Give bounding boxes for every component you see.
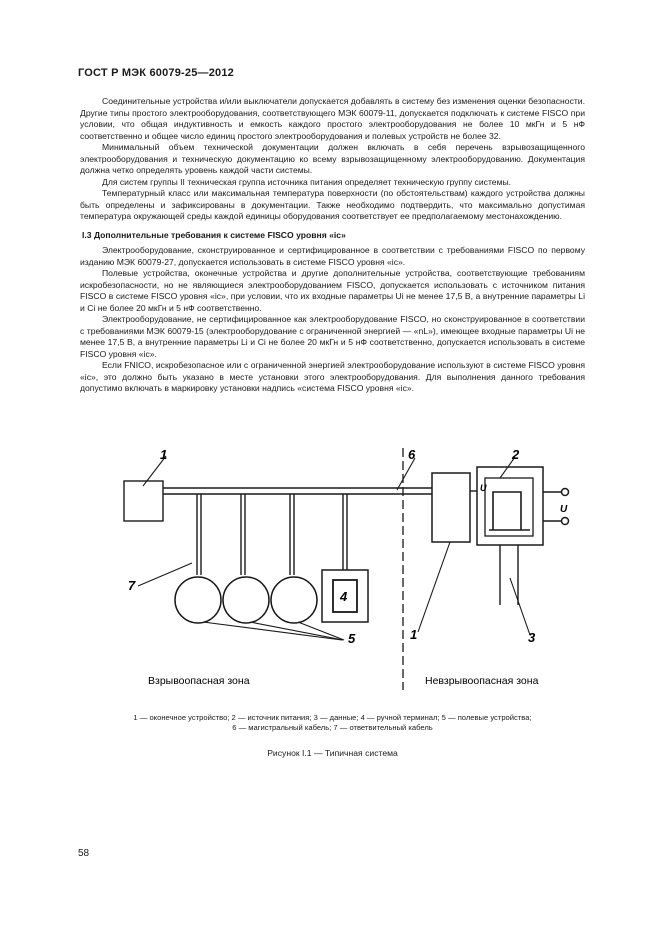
leader-line <box>397 458 415 490</box>
paragraph: Соединительные устройства и/или выключатели допускается добавлять в систему без изменения оценки безопасности. Другие типы простого электрооборудования, соответствующего МЭК 60079-11, допускается подключать к системе FISCO при условии, что общая индуктивность и емкость каждого простого электрооборудования не более 10 мкГн и 5 нФ соответственно и общее число единиц простого электрооборудования и полевых устройств не более 32. <box>80 96 585 141</box>
paragraph: Минимальный объем технической документации должен включать в себя перечень взрывозащищенного электрооборудования и техническую документацию ко всему взрывозащищенному электрооборудованию. Документация должна четко определять уровень каждой части системы. <box>80 142 585 175</box>
power-supply-box <box>432 473 470 542</box>
field-device <box>175 577 221 623</box>
label-u-upper: U <box>480 483 487 493</box>
label-3: 3 <box>528 630 536 645</box>
label-4: 4 <box>340 589 348 604</box>
leader-line <box>510 578 530 635</box>
paragraph: Электрооборудование, не сертифицированное как электрооборудование FISCO, но сконструированное в соответствии с требованиями МЭК 60079-15 (электрооборудование с ограниченной энергией — «nL»), имеющее входные параметры Ui не менее 17,5 В, а внутренние параметры Li и Ci не более 20 мкГн и 5 нФ соответственно, допускается использовать в системе FISCO уровня «ic». <box>80 314 585 359</box>
figure-legend <box>80 713 585 733</box>
label-1: 1 <box>160 447 168 462</box>
label-2: 2 <box>512 447 520 462</box>
section-heading: I.3 Дополнительные требования к системе FISCO уровня «ic» <box>82 229 346 240</box>
output-terminal <box>562 518 569 525</box>
legend-line: 6 — магистральный кабель; 7 — ответвительный кабель <box>232 723 433 732</box>
legend-line: 1 — оконечное устройство; 2 — источник питания; 3 — данные; 4 — ручной терминал; 5 — полевые устройства; <box>133 713 532 722</box>
label-1b: 1 <box>410 627 418 642</box>
label-7: 7 <box>128 578 136 593</box>
document-header: ГОСТ Р МЭК 60079-25—2012 <box>78 67 235 79</box>
leader-line <box>418 542 450 632</box>
body-text <box>80 96 585 395</box>
page-number: 58 <box>78 848 90 859</box>
label-u-output: U <box>560 504 568 515</box>
terminator-box <box>124 481 163 521</box>
paragraph: Электрооборудование, сконструированное и сертифицированное в соответствии с требованиями FISCO по первому изданию МЭК 60079-27, допускается использовать в системе FISCO уровня «ic». <box>80 245 585 267</box>
system-diagram <box>0 440 661 710</box>
paragraph: Если FNICO, искробезопасное или с ограниченной энергией электрооборудование используют в системе FISCO уровня «ic», это должно быть указано в месте установки этого электрооборудования. Для выполнения данного требования допустимо включать в маркировку установки надпись «система FISCO уровня «ic». <box>80 360 585 393</box>
field-device <box>223 577 269 623</box>
paragraph: Температурный класс или максимальная температура поверхности (по обстоятельствам) каждого устройства должны быть определены и зафиксированы в документации. Также необходимо подтвердить, что максимально допустимая температура окружающей среды каждой единицы оборудования соответствует ее предполагаемому местонахождению. <box>80 188 585 221</box>
output-terminal <box>562 489 569 496</box>
label-6: 6 <box>408 447 416 462</box>
label-5: 5 <box>348 631 356 646</box>
paragraph: Для систем группы II техническая группа источника питания определяет техническую группу системы. <box>102 176 512 187</box>
field-device <box>271 577 317 623</box>
leader-line <box>250 622 343 640</box>
paragraph: Полевые устройства, оконечные устройства и другие дополнительные устройства, соответствующие требованиям искробезопасности, но не являющиеся электрооборудованием FISCO, допускается использовать с источником питания FISCO в системе FISCO уровня «ic», при условии, что их входные параметры Ui не менее 17,5 В, а внутренние параметры Li и Ci не более 20 мкГн и 5 нФ соответственно. <box>80 268 585 313</box>
zone-safe-label: Невзрывоопасная зона <box>425 675 539 687</box>
figure-title: Рисунок I.1 — Типичная система <box>267 748 398 758</box>
zone-hazardous-label: Взрывоопасная зона <box>148 675 250 687</box>
